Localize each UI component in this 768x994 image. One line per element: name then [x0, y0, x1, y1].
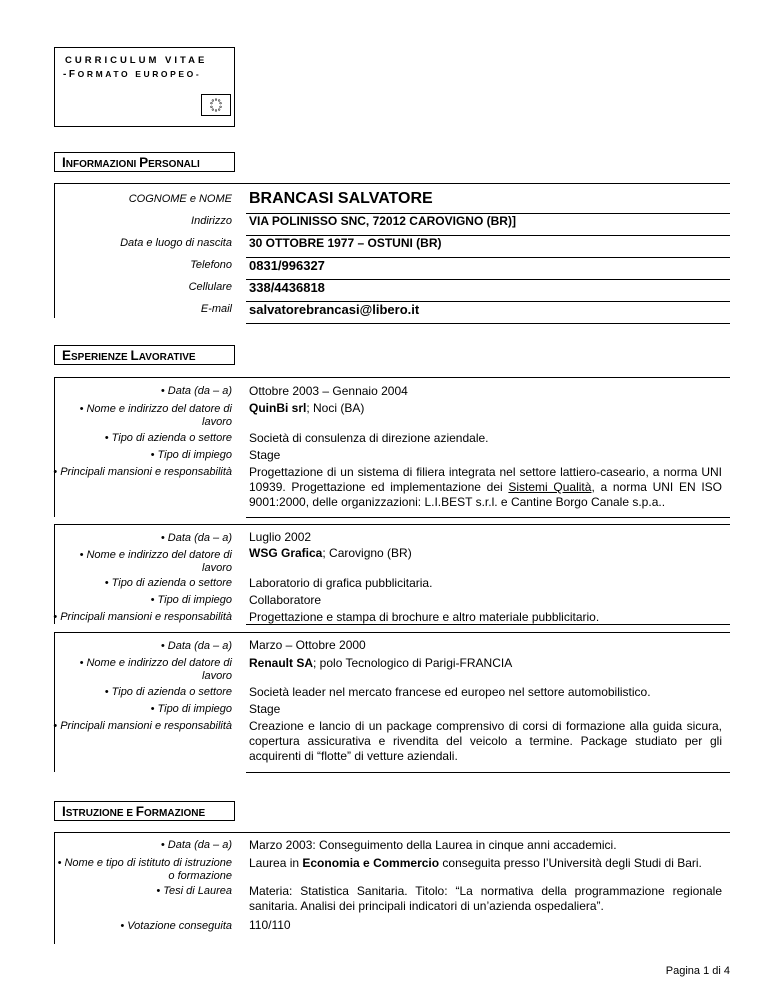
- job-3-label-date: • Data (da – a): [160, 640, 232, 652]
- label-phone: Telefono: [190, 259, 232, 271]
- person-birth: 30 OTTOBRE 1977 – OSTUNI (BR): [249, 236, 442, 250]
- job-2-label-employer: • Nome e indirizzo del datore di lavoro: [79, 549, 232, 574]
- section-education-heading: ISTRUZIONE E FORMAZIONE: [54, 801, 235, 821]
- job-1-label-type: • Tipo di impiego: [150, 449, 232, 461]
- job-1-date: Ottobre 2003 – Gennaio 2004: [249, 384, 408, 398]
- job-2-label-date: • Data (da – a): [160, 532, 232, 544]
- eu-flag-icon: [201, 94, 231, 116]
- job-1-label-date: • Data (da – a): [160, 385, 232, 397]
- person-phone: 0831/996327: [249, 258, 325, 273]
- job-3-label-sector: • Tipo di azienda o settore: [104, 686, 232, 698]
- label-address: Indirizzo: [191, 215, 232, 227]
- job-2-employer: WSG Grafica; Carovigno (BR): [249, 546, 412, 560]
- job-3-label-duties: • Principali mansioni e responsabilità: [53, 720, 232, 732]
- edu-label-grade: • Votazione conseguita: [120, 920, 232, 932]
- job-3-duties: Creazione e lancio di un package comprensivo di corsi di formazione alla guida sicura, copertura assicurativa e rivendita del veicolo a termine. Package studiato per gli acquirenti di “flotte” di vetture aziendali.: [249, 719, 722, 763]
- cv-title: CURRICULUM VITAE: [65, 55, 208, 66]
- page-number: Pagina 1 di 4: [665, 965, 730, 977]
- job-2-duties: Progettazione e stampa di brochure e altro materiale pubblicitario.: [249, 610, 600, 624]
- job-2-type: Collaboratore: [249, 593, 322, 607]
- section-personal-heading: INFORMAZIONI PERSONALI: [54, 152, 235, 172]
- job-1-duties: Progettazione di un sistema di filiera integrata nel settore lattiero-caseario, a norma UNI 10939. Progettazione ed implementazione dei Sistemi Qualità, a norma UNI EN ISO 9001:2000, delle organizzazioni: L.I.BEST s.r.l. e Cantine Borgo Canale s.p.a..: [249, 465, 723, 509]
- job-1-employer: QuinBi srl; Noci (BA): [249, 401, 365, 415]
- job-2-label-type: • Tipo di impiego: [150, 594, 232, 606]
- job-1-sector: Società di consulenza di direzione aziendale.: [249, 431, 489, 445]
- label-birth: Data e luogo di nascita: [120, 237, 232, 249]
- section-work-heading: ESPERIENZE LAVORATIVE: [54, 345, 235, 365]
- person-address: VIA POLINISSO SNC, 72012 CAROVIGNO (BR)]: [249, 214, 516, 228]
- job-2-label-duties: • Principali mansioni e responsabilità: [53, 611, 232, 623]
- job-3-label-type: • Tipo di impiego: [150, 703, 232, 715]
- edu-label-date: • Data (da – a): [160, 839, 232, 851]
- label-name: COGNOME e NOME: [128, 193, 232, 205]
- label-mobile: Cellulare: [188, 281, 232, 293]
- person-email: salvatorebrancasi@libero.it: [249, 302, 420, 317]
- job-3-date: Marzo – Ottobre 2000: [249, 638, 366, 652]
- job-1-label-employer: • Nome e indirizzo del datore di lavoro: [79, 403, 232, 428]
- cv-subtitle: -FORMATO EUROPEO-: [63, 69, 202, 80]
- job-1-type: Stage: [249, 448, 281, 462]
- job-3-type: Stage: [249, 702, 281, 716]
- job-1-label-duties: • Principali mansioni e responsabilità: [53, 466, 232, 478]
- edu-date: Marzo 2003: Conseguimento della Laurea in cinque anni accademici.: [249, 838, 617, 852]
- job-2-sector: Laboratorio di grafica pubblicitaria.: [249, 576, 433, 590]
- person-name: BRANCASI SALVATORE: [249, 190, 433, 207]
- job-3-sector: Società leader nel mercato francese ed europeo nel settore automobilistico.: [249, 685, 651, 699]
- cv-title-box: [54, 47, 235, 127]
- edu-label-thesis: • Tesi di Laurea: [156, 885, 232, 897]
- label-email: E-mail: [200, 303, 232, 315]
- edu-institute: Laurea in Economia e Commercio conseguita presso l’Università degli Studi di Bari.: [249, 856, 702, 870]
- job-1-label-sector: • Tipo di azienda o settore: [104, 432, 232, 444]
- edu-grade: 110/110: [249, 918, 291, 932]
- job-2-date: Luglio 2002: [249, 530, 312, 544]
- job-2-label-sector: • Tipo di azienda o settore: [104, 577, 232, 589]
- job-3-employer: Renault SA; polo Tecnologico di Parigi-FRANCIA: [249, 656, 513, 670]
- job-3-label-employer: • Nome e indirizzo del datore di lavoro: [79, 657, 232, 682]
- person-mobile: 338/4436818: [249, 280, 325, 295]
- edu-thesis: Materia: Statistica Sanitaria. Titolo: “La normativa della programmazione regionale sanitaria. Analisi dei principali indicatori di un’azienda ospedaliera”.: [249, 884, 722, 913]
- edu-label-institute: • Nome e tipo di istituto di istruzione o formazione: [57, 857, 232, 882]
